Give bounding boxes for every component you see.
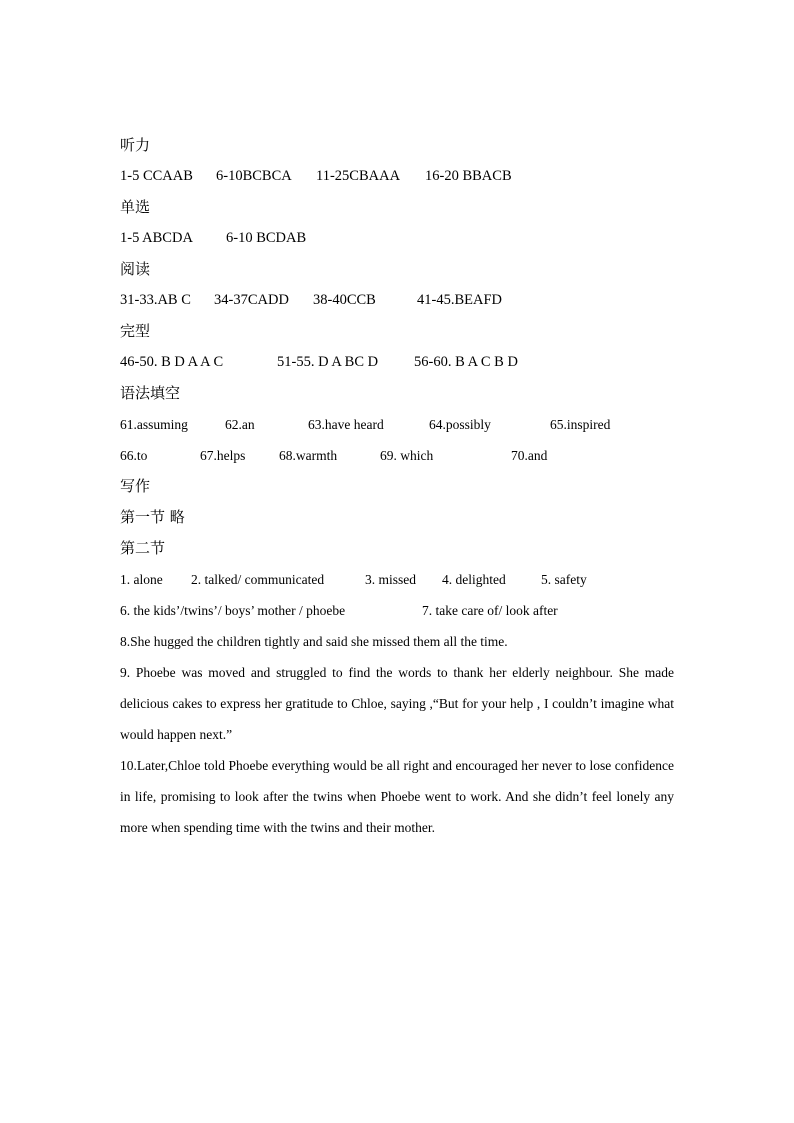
answer-group: 1-5 CCAAB bbox=[120, 168, 193, 184]
section-title-writing: 写作 bbox=[120, 477, 151, 495]
answer-item: 2. talked/ communicated bbox=[191, 572, 325, 587]
section-title-grammar: 语法填空 bbox=[120, 384, 181, 402]
answer-group: 56-60. B A C B D bbox=[414, 354, 518, 370]
answer-item: 68.warmth bbox=[279, 448, 338, 463]
answer-item: 3. missed bbox=[365, 572, 417, 587]
answer-group: 31-33.AB C bbox=[120, 292, 191, 308]
section-title-reading: 阅读 bbox=[120, 260, 151, 278]
answer-group: 16-20 BBACB bbox=[425, 168, 512, 184]
writing-part-2: 第二节 bbox=[120, 539, 166, 557]
answer-item: 5. safety bbox=[541, 572, 587, 587]
grammar-answers-row-2 bbox=[120, 440, 674, 471]
answer-item: 69. which bbox=[380, 448, 434, 463]
answer-key bbox=[120, 130, 674, 843]
reading-answers bbox=[120, 285, 674, 316]
section-title-single-choice: 单选 bbox=[120, 198, 151, 216]
writing-answers-row-1 bbox=[120, 564, 674, 595]
answer-group: 46-50. B D A A C bbox=[120, 354, 224, 370]
section-title-listening: 听力 bbox=[120, 136, 151, 154]
writing-part-1: 第一节 略 bbox=[120, 508, 185, 526]
answer-item: 65.inspired bbox=[550, 417, 611, 432]
answer-group: 51-55. D A BC D bbox=[277, 354, 379, 370]
section-title-cloze: 完型 bbox=[120, 322, 151, 340]
writing-item-10: 10.Later,Chloe told Phoebe everything would be all right and encouraged her never to lose confidence in life, promising to look after the twins when Phoebe went to work. And she didn’t feel lonely any more when spending time with the twins and their mother. bbox=[120, 758, 674, 835]
answer-item: 62.an bbox=[225, 417, 255, 432]
answer-group: 41-45.BEAFD bbox=[417, 292, 502, 308]
answer-group: 11-25CBAAA bbox=[316, 168, 401, 184]
writing-answers-row-2 bbox=[120, 595, 674, 626]
answer-group: 6-10 BCDAB bbox=[226, 230, 307, 246]
listening-answers bbox=[120, 161, 674, 192]
answer-group: 38-40CCB bbox=[313, 292, 376, 308]
cloze-answers bbox=[120, 347, 674, 378]
writing-item-8: 8.She hugged the children tightly and said she missed them all the time. bbox=[120, 634, 508, 649]
answer-item: 6. the kids’/twins’/ boys’ mother / phoebe bbox=[120, 603, 346, 618]
answer-item: 61.assuming bbox=[120, 417, 188, 432]
answer-item: 1. alone bbox=[120, 572, 163, 587]
answer-item: 64.possibly bbox=[429, 417, 491, 432]
single-choice-answers bbox=[120, 223, 674, 254]
answer-item: 4. delighted bbox=[442, 572, 506, 587]
answer-group: 1-5 ABCDA bbox=[120, 230, 193, 246]
writing-item-9: 9. Phoebe was moved and struggled to find the words to thank her elderly neighbour. She made delicious cakes to express her gratitude to Chloe, saying ,“But for your help , I couldn’t imagine what would happen next.” bbox=[120, 665, 674, 742]
grammar-answers-row-1 bbox=[120, 409, 674, 440]
answer-group: 6-10BCBCA bbox=[216, 168, 292, 184]
answer-item: 66.to bbox=[120, 448, 148, 463]
answer-item: 7. take care of/ look after bbox=[422, 603, 558, 618]
answer-item: 67.helps bbox=[200, 448, 246, 463]
answer-group: 34-37CADD bbox=[214, 292, 289, 308]
answer-item: 70.and bbox=[511, 448, 548, 463]
answer-item: 63.have heard bbox=[308, 417, 384, 432]
